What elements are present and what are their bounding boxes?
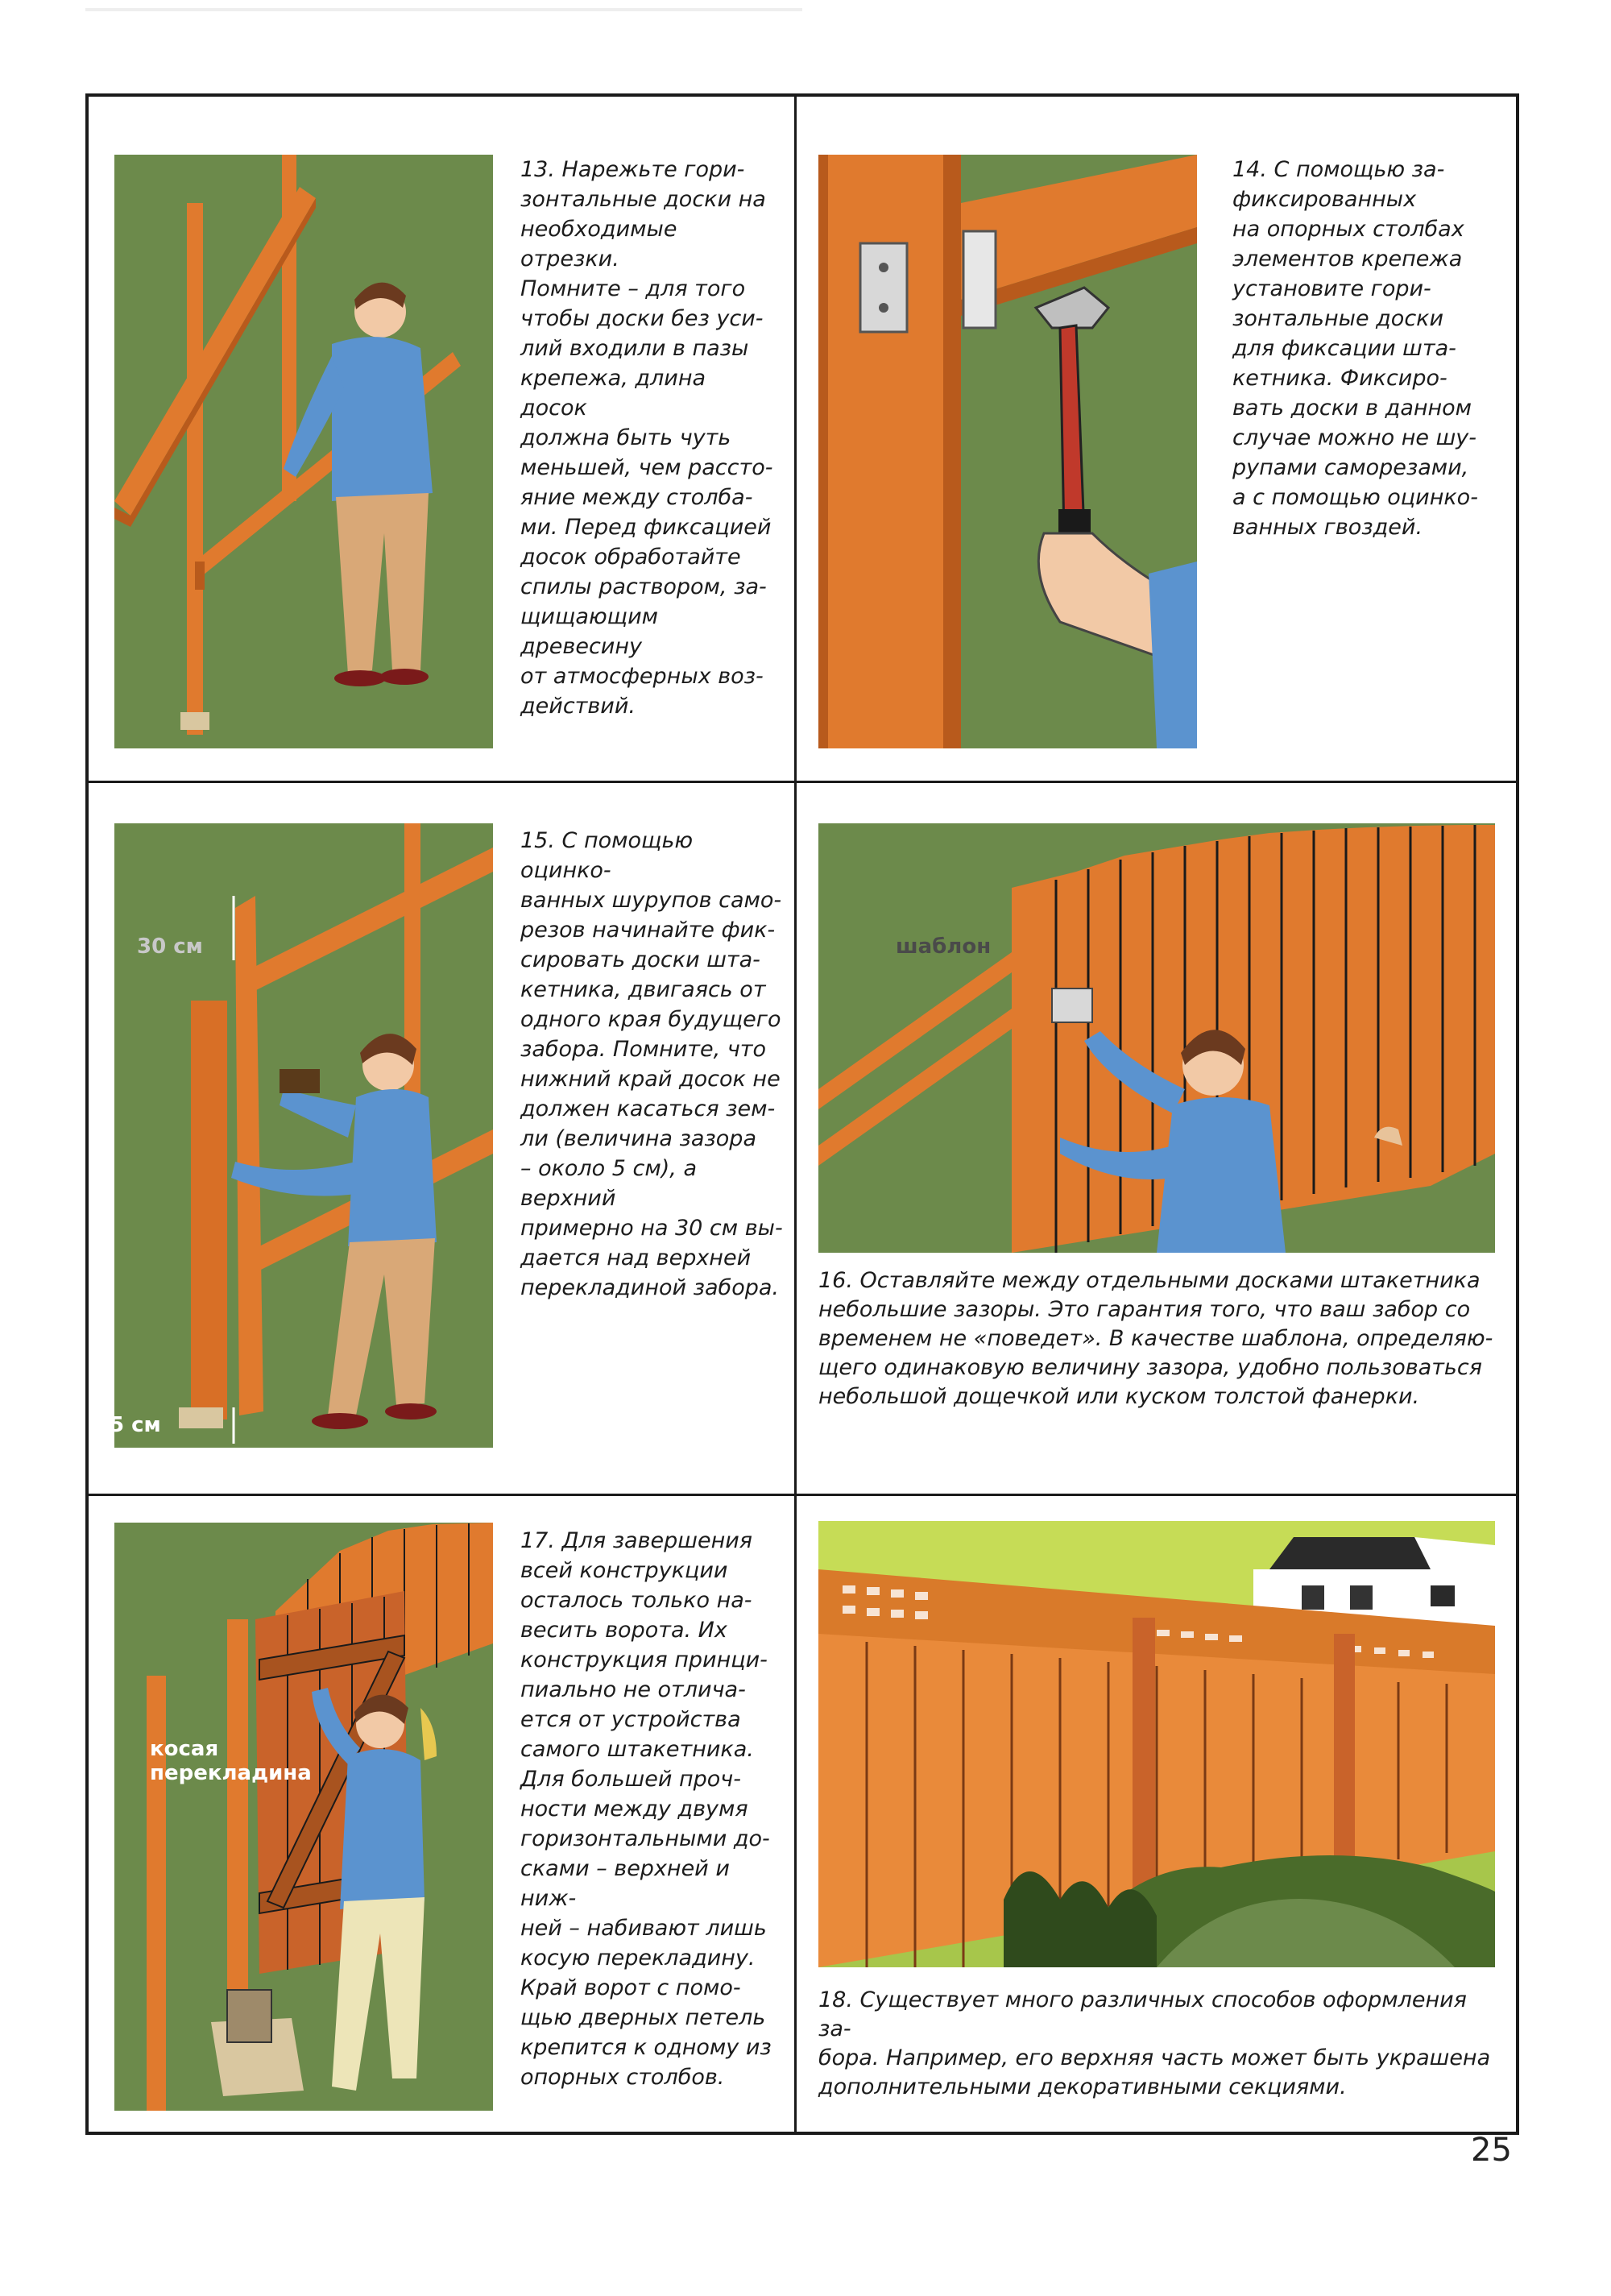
caption-step-18 xyxy=(818,1986,1503,2102)
caption-step-15 xyxy=(520,826,786,1303)
caption-text: 18. Существует много различных способов оформления за- бора. Например, его верхняя часть может быть украшена дополнительными декоративными секциями. xyxy=(818,1987,1491,2099)
illustration-step-15 xyxy=(114,823,493,1448)
column-divider xyxy=(794,97,797,2132)
caption-text: 14. С помощью за- фиксированных на опорных столбах элементов крепежа установите гори- зонтальные доски для фиксации шта- кетника. Фиксиро- вать доски в данном случае можно не шу- рупами саморезами, а с помощью оцинко- ванных гвоздей. xyxy=(1232,157,1478,540)
row-divider xyxy=(89,781,1516,783)
illustration-step-14 xyxy=(818,155,1197,748)
caption-step-17 xyxy=(520,1526,786,2092)
illustration-step-17 xyxy=(114,1523,493,2111)
caption-step-16 xyxy=(818,1266,1503,1411)
dimension-label-30cm: 30 см xyxy=(137,935,203,959)
template-label: шаблон xyxy=(896,935,992,959)
illustration-step-18 xyxy=(818,1521,1495,1967)
row-divider xyxy=(89,1494,1516,1496)
page-number: 25 xyxy=(1471,2132,1512,2169)
caption-text: 15. С помощью оцинко- ванных шурупов само- резов начинайте фик- сировать доски шта- кетника, двигаясь от одного края будущего забора. Помните, что нижний край досок не должен касаться зем- ли (величина зазора – около 5 см), а верхний примерно на 30 см вы- дается над верхней перекладиной забора. xyxy=(520,828,783,1300)
scan-edge xyxy=(85,8,802,11)
caption-text: 13. Нарежьте гори- зонтальные доски на необходимые отрезки. Помните – для того чтобы доски без уси- лий входили в пазы крепежа, длина досок должна быть чуть меньшей, чем рассто- яние между столба- ми. Перед фиксацией досок обработайте спилы раствором, за- щищающим древесину от атмосферных воз- действий. xyxy=(520,157,773,719)
dimension-label-5cm: 5 см xyxy=(110,1413,161,1437)
illustration-step-16 xyxy=(818,823,1495,1253)
brace-label: косая перекладина xyxy=(150,1737,312,1785)
caption-text: 16. Оставляйте между отдельными досками штакетника небольшие зазоры. Это гарантия того, что ваш забор со временем не «поведет». В качестве шаблона, определяю- щего одинаковую величину зазора, удобно пользоваться небольшой дощечкой или куском толстой фанерки. xyxy=(818,1268,1493,1409)
caption-step-14 xyxy=(1232,155,1506,542)
caption-step-13 xyxy=(520,155,778,721)
illustration-step-13 xyxy=(114,155,493,748)
caption-text: 17. Для завершения всей конструкции осталось только на- весить ворота. Их конструкция принци- пиально не отлича- ется от устройства самого штакетника. Для большей проч- ности между двумя горизонтальными до- сками – верхней и ниж- ней – набивают лишь косую перекладину. Край ворот с помо- щью дверных петель крепится к одному из опорных столбов. xyxy=(520,1528,772,2090)
instruction-grid xyxy=(85,93,1519,2135)
